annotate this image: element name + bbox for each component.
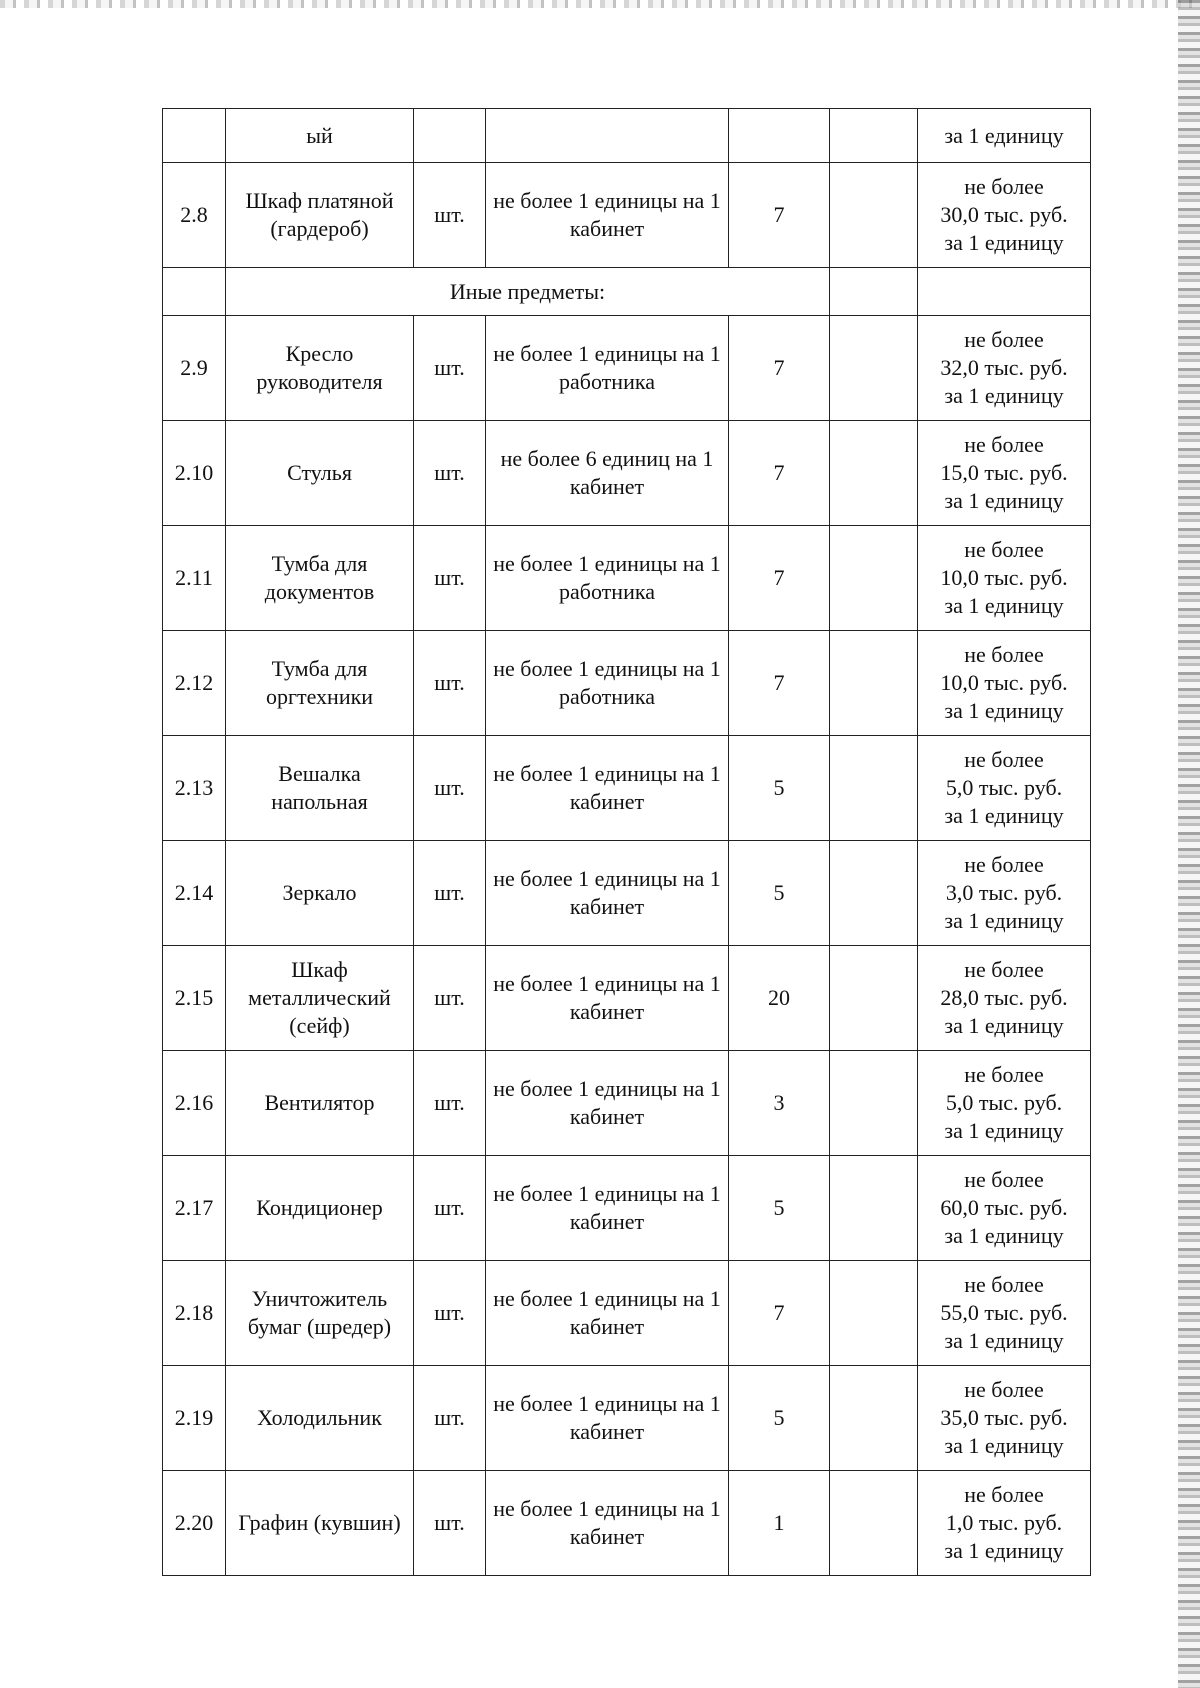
cell-price: [918, 421, 1091, 526]
cell-term: 7: [729, 631, 830, 736]
cell-extra: [830, 946, 918, 1051]
cell-extra: [830, 631, 918, 736]
cell-price: [918, 316, 1091, 421]
cell-num: 2.10: [163, 421, 226, 526]
cell-term: 7: [729, 421, 830, 526]
price-line: не более: [964, 327, 1044, 352]
cell-term: 7: [729, 316, 830, 421]
cell-name: Холодильник: [226, 1366, 414, 1471]
price-line: не более: [964, 1482, 1044, 1507]
price-line: за 1 единицу: [944, 488, 1064, 513]
cell-price: [918, 631, 1091, 736]
price-line: не более: [964, 537, 1044, 562]
cell-norm: не более 1 единицы на 1 кабинет: [486, 1261, 729, 1366]
cell-name: Тумба для документов: [226, 526, 414, 631]
cell-extra: [830, 736, 918, 841]
cell-name: Кресло руководителя: [226, 316, 414, 421]
price-line: за 1 единицу: [944, 1223, 1064, 1248]
cell-price: [918, 1261, 1091, 1366]
section-title: Иные предметы:: [226, 268, 830, 316]
price-line: не более: [964, 1167, 1044, 1192]
price-line: 15,0 тыс. руб.: [940, 460, 1068, 485]
cell-price: [918, 1471, 1091, 1576]
cell-extra: [830, 1471, 918, 1576]
cell-norm: не более 1 единицы на 1 кабинет: [486, 163, 729, 268]
cell-term: 5: [729, 736, 830, 841]
cell-extra: [830, 316, 918, 421]
cell-price: [918, 163, 1091, 268]
cell-unit: шт.: [414, 1051, 486, 1156]
cell-unit: шт.: [414, 841, 486, 946]
table-row: [163, 736, 1091, 841]
cell-extra: [830, 109, 918, 163]
cell-name: Тумба для оргтехники: [226, 631, 414, 736]
cell-term: [729, 109, 830, 163]
cell-norm: не более 1 единицы на 1 кабинет: [486, 1156, 729, 1261]
cell-num: 2.9: [163, 316, 226, 421]
price-line: за 1 единицу: [944, 1433, 1064, 1458]
price-line: не более: [964, 174, 1044, 199]
cell-term: 1: [729, 1471, 830, 1576]
price-line: 5,0 тыс. руб.: [945, 775, 1063, 800]
price-line: за 1 единицу: [944, 1328, 1064, 1353]
cell-unit: шт.: [414, 946, 486, 1051]
cell-num: 2.11: [163, 526, 226, 631]
cell-price: [918, 841, 1091, 946]
cell-price: [918, 736, 1091, 841]
price-line: 32,0 тыс. руб.: [940, 355, 1068, 380]
price-line: за 1 единицу: [944, 803, 1064, 828]
price-line: не более: [964, 1272, 1044, 1297]
continuation-row: [163, 109, 1091, 163]
table-row: [163, 316, 1091, 421]
cell-num: 2.18: [163, 1261, 226, 1366]
cell-norm: не более 1 единицы на 1 кабинет: [486, 841, 729, 946]
norms-table: [162, 108, 1091, 1576]
cell-unit: шт.: [414, 1471, 486, 1576]
cell-norm: не более 1 единицы на 1 кабинет: [486, 1471, 729, 1576]
cell-num: 2.8: [163, 163, 226, 268]
table-row: [163, 1051, 1091, 1156]
cell-term: 7: [729, 526, 830, 631]
cell-num: 2.14: [163, 841, 226, 946]
cell-name: Стулья: [226, 421, 414, 526]
cell-norm: не более 1 единицы на 1 кабинет: [486, 736, 729, 841]
price-line: не более: [964, 957, 1044, 982]
cell-norm: не более 1 единицы на 1 работника: [486, 316, 729, 421]
cell-unit: шт.: [414, 316, 486, 421]
scan-edge-right: [1178, 0, 1200, 1688]
table-row: [163, 1261, 1091, 1366]
cell-unit: шт.: [414, 526, 486, 631]
cell-extra: [830, 1156, 918, 1261]
cell-unit: шт.: [414, 1261, 486, 1366]
cell-num: 2.16: [163, 1051, 226, 1156]
table-row: [163, 946, 1091, 1051]
price-line: за 1 единицу: [944, 908, 1064, 933]
price-line: 55,0 тыс. руб.: [940, 1300, 1068, 1325]
cell-num: [163, 109, 226, 163]
table-row: [163, 526, 1091, 631]
cell-extra: [830, 163, 918, 268]
cell-price: [918, 1366, 1091, 1471]
cell-price: [918, 1156, 1091, 1261]
cell-extra: [830, 268, 918, 316]
cell-unit: шт.: [414, 163, 486, 268]
cell-norm: не более 1 единицы на 1 кабинет: [486, 946, 729, 1051]
cell-num: [163, 268, 226, 316]
price-line: за 1 единицу: [944, 593, 1064, 618]
price-line: 35,0 тыс. руб.: [940, 1405, 1068, 1430]
section-header-row: [163, 268, 1091, 316]
cell-extra: [830, 421, 918, 526]
table-row: [163, 631, 1091, 736]
table-body: [163, 109, 1091, 1576]
price-line: не более: [964, 747, 1044, 772]
price-line: за 1 единицу: [944, 1538, 1064, 1563]
cell-name: Графин (кувшин): [226, 1471, 414, 1576]
cell-extra: [830, 1261, 918, 1366]
price-line: за 1 единицу: [944, 383, 1064, 408]
table-row: [163, 421, 1091, 526]
cell-price: [918, 268, 1091, 316]
cell-term: 5: [729, 1366, 830, 1471]
cell-name: ый: [226, 109, 414, 163]
cell-num: 2.13: [163, 736, 226, 841]
cell-norm: не более 1 единицы на 1 кабинет: [486, 1051, 729, 1156]
cell-unit: шт.: [414, 631, 486, 736]
price-line: 10,0 тыс. руб.: [940, 670, 1068, 695]
price-line: 3,0 тыс. руб.: [945, 880, 1063, 905]
price-line: не более: [964, 432, 1044, 457]
cell-num: 2.20: [163, 1471, 226, 1576]
price-line: за 1 единицу: [944, 1118, 1064, 1143]
cell-norm: не более 1 единицы на 1 работника: [486, 631, 729, 736]
cell-term: 5: [729, 1156, 830, 1261]
cell-unit: [414, 109, 486, 163]
cell-extra: [830, 1051, 918, 1156]
cell-num: 2.19: [163, 1366, 226, 1471]
table-row: [163, 1471, 1091, 1576]
cell-unit: шт.: [414, 736, 486, 841]
cell-unit: шт.: [414, 421, 486, 526]
price-line: 5,0 тыс. руб.: [945, 1090, 1063, 1115]
cell-norm: не более 1 единицы на 1 кабинет: [486, 1366, 729, 1471]
price-line: за 1 единицу: [944, 698, 1064, 723]
cell-term: 20: [729, 946, 830, 1051]
price-line: 60,0 тыс. руб.: [940, 1195, 1068, 1220]
table-row: [163, 1366, 1091, 1471]
cell-extra: [830, 841, 918, 946]
cell-price: [918, 946, 1091, 1051]
table-row: [163, 1156, 1091, 1261]
cell-name: Шкаф металлический (сейф): [226, 946, 414, 1051]
cell-price: [918, 526, 1091, 631]
price-line: не более: [964, 1377, 1044, 1402]
cell-term: 3: [729, 1051, 830, 1156]
cell-name: Зеркало: [226, 841, 414, 946]
cell-term: 5: [729, 841, 830, 946]
cell-unit: шт.: [414, 1156, 486, 1261]
cell-num: 2.12: [163, 631, 226, 736]
cell-norm: не более 6 единиц на 1 кабинет: [486, 421, 729, 526]
price-line: 10,0 тыс. руб.: [940, 565, 1068, 590]
price-line: за 1 единицу: [944, 230, 1064, 255]
cell-extra: [830, 526, 918, 631]
cell-name: Вешалка напольная: [226, 736, 414, 841]
cell-norm: [486, 109, 729, 163]
cell-num: 2.15: [163, 946, 226, 1051]
scan-edge-top: [0, 0, 1200, 8]
cell-price: за 1 единицу: [918, 109, 1091, 163]
price-line: 1,0 тыс. руб.: [945, 1510, 1063, 1535]
cell-extra: [830, 1366, 918, 1471]
price-line: 28,0 тыс. руб.: [940, 985, 1068, 1010]
price-line: 30,0 тыс. руб.: [940, 202, 1068, 227]
price-line: за 1 единицу: [944, 1013, 1064, 1038]
table-row: [163, 163, 1091, 268]
cell-name: Шкаф платяной (гардероб): [226, 163, 414, 268]
price-line: не более: [964, 1062, 1044, 1087]
table-row: [163, 841, 1091, 946]
price-line: не более: [964, 852, 1044, 877]
cell-num: 2.17: [163, 1156, 226, 1261]
cell-price: [918, 1051, 1091, 1156]
cell-unit: шт.: [414, 1366, 486, 1471]
cell-name: Кондиционер: [226, 1156, 414, 1261]
cell-term: 7: [729, 1261, 830, 1366]
price-line: не более: [964, 642, 1044, 667]
cell-term: 7: [729, 163, 830, 268]
cell-name: Уничтожитель бумаг (шредер): [226, 1261, 414, 1366]
cell-name: Вентилятор: [226, 1051, 414, 1156]
cell-norm: не более 1 единицы на 1 работника: [486, 526, 729, 631]
